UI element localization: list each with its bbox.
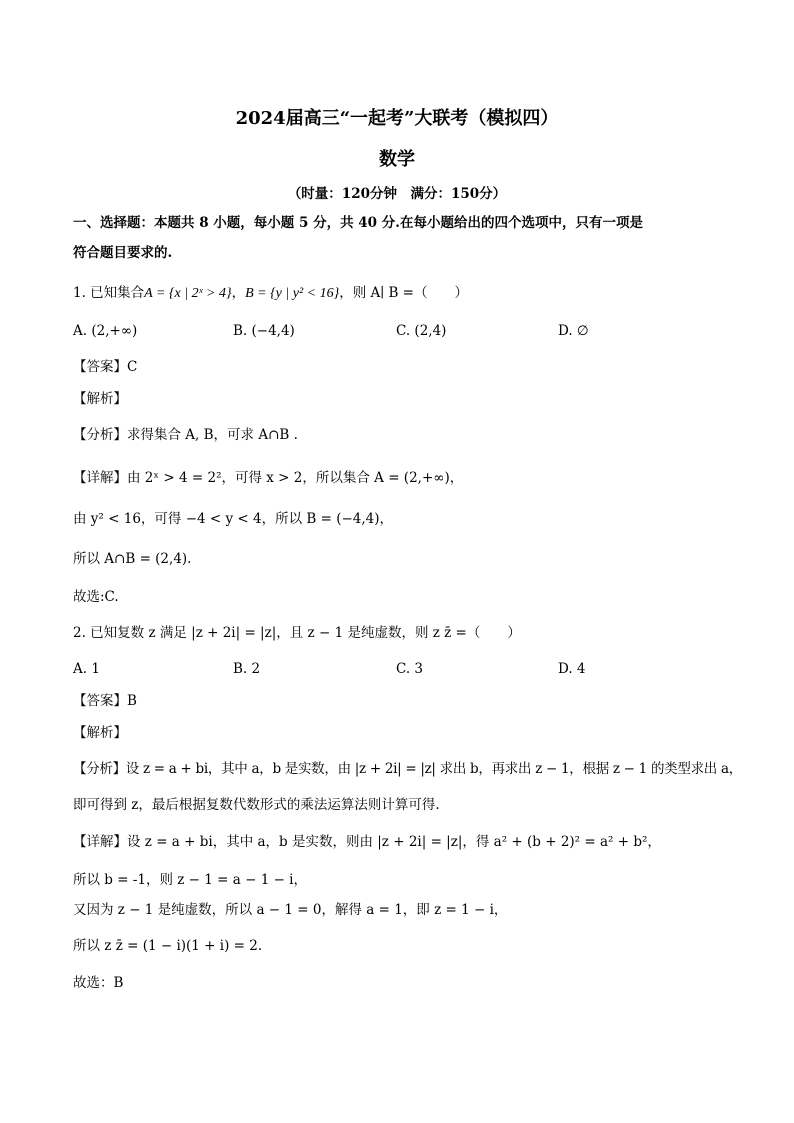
q2-option-a: A. 1 xyxy=(73,661,100,677)
section-heading-line2: 符合题目要求的. xyxy=(73,245,173,261)
q1-option-b: B. (−4,4) xyxy=(233,323,295,339)
q1-step2: 由 y² < 16，可得 −4 < y < 4，所以 B = (−4,4)， xyxy=(73,511,394,527)
q1-step3: 所以 A∩B = (2,4). xyxy=(73,551,192,567)
q2-step2: 所以 b = -1，则 z − 1 = a − 1 − i， xyxy=(73,872,308,888)
exam-title: 2024届高三“一起考”大联考（模拟四） xyxy=(235,108,559,129)
q1-set-b: B = {y | y² < 16} xyxy=(245,286,340,301)
q1-stem xyxy=(73,284,468,303)
q1-option-c: C. (2,4) xyxy=(396,323,447,339)
q1-answer: 【答案】C xyxy=(73,359,138,375)
q2-step4: 所以 z z̄ = (1 − i)(1 + i) = 2. xyxy=(73,938,263,954)
q1-fenxi: 【分析】求得集合 A, B，可求 A∩B . xyxy=(73,427,298,443)
q1-option-d: D. ∅ xyxy=(558,323,589,339)
q1-set-a: A = {x | 2ˣ > 4} xyxy=(144,286,232,301)
q2-option-b: B. 2 xyxy=(233,661,261,677)
subject-title: 数学 xyxy=(379,149,415,170)
q1-prefix: 1. 已知集合 xyxy=(73,285,145,301)
q2-fenxi-line1: 【分析】设 z = a + bi，其中 a，b 是实数，由 |z + 2i| = |z| 求出 b，再求出 z − 1，根据 z − 1 的类型求出 a， xyxy=(73,761,742,777)
q2-step3: 又因为 z − 1 是纯虚数，所以 a − 1 = 0，解得 a = 1，即 z = 1 − i， xyxy=(73,902,508,918)
q2-fenxi-line2: 即可得到 z，最后根据复数代数形式的乘法运算法则计算可得. xyxy=(73,797,440,813)
q2-option-c: C. 3 xyxy=(396,661,424,677)
q2-xiangjie: 【详解】设 z = a + bi，其中 a，b 是实数，则由 |z + 2i| = |z|，得 a² + (b + 2)² = a² + b²， xyxy=(73,834,661,850)
section-heading-line1: 一、选择题：本题共 8 小题，每小题 5 分，共 40 分.在每小题给出的四个选项中，只有一项是 xyxy=(73,215,643,231)
q2-stem: 2. 已知复数 z 满足 |z + 2i| = |z|，且 z − 1 是纯虚数，则 z z̄ =（ ） xyxy=(73,625,521,641)
exam-info: （时量：120分钟 满分：150分） xyxy=(287,186,507,202)
q1-ask: ，则 A∣ B =（ ） xyxy=(339,285,468,301)
q1-xiangjie: 【详解】由 2ˣ > 4 = 2²，可得 x > 2，所以集合 A = (2,+∞)， xyxy=(73,470,464,486)
q2-answer: 【答案】B xyxy=(73,693,137,709)
q2-option-d: D. 4 xyxy=(558,661,586,677)
q2-analysis-tag: 【解析】 xyxy=(73,725,127,741)
q1-option-a: A. (2,+∞) xyxy=(73,323,138,339)
q1-choice: 故选:C. xyxy=(73,589,119,605)
q1-sep: ， xyxy=(231,285,246,301)
q1-analysis-tag: 【解析】 xyxy=(73,391,127,407)
q2-choice: 故选：B xyxy=(73,975,124,991)
